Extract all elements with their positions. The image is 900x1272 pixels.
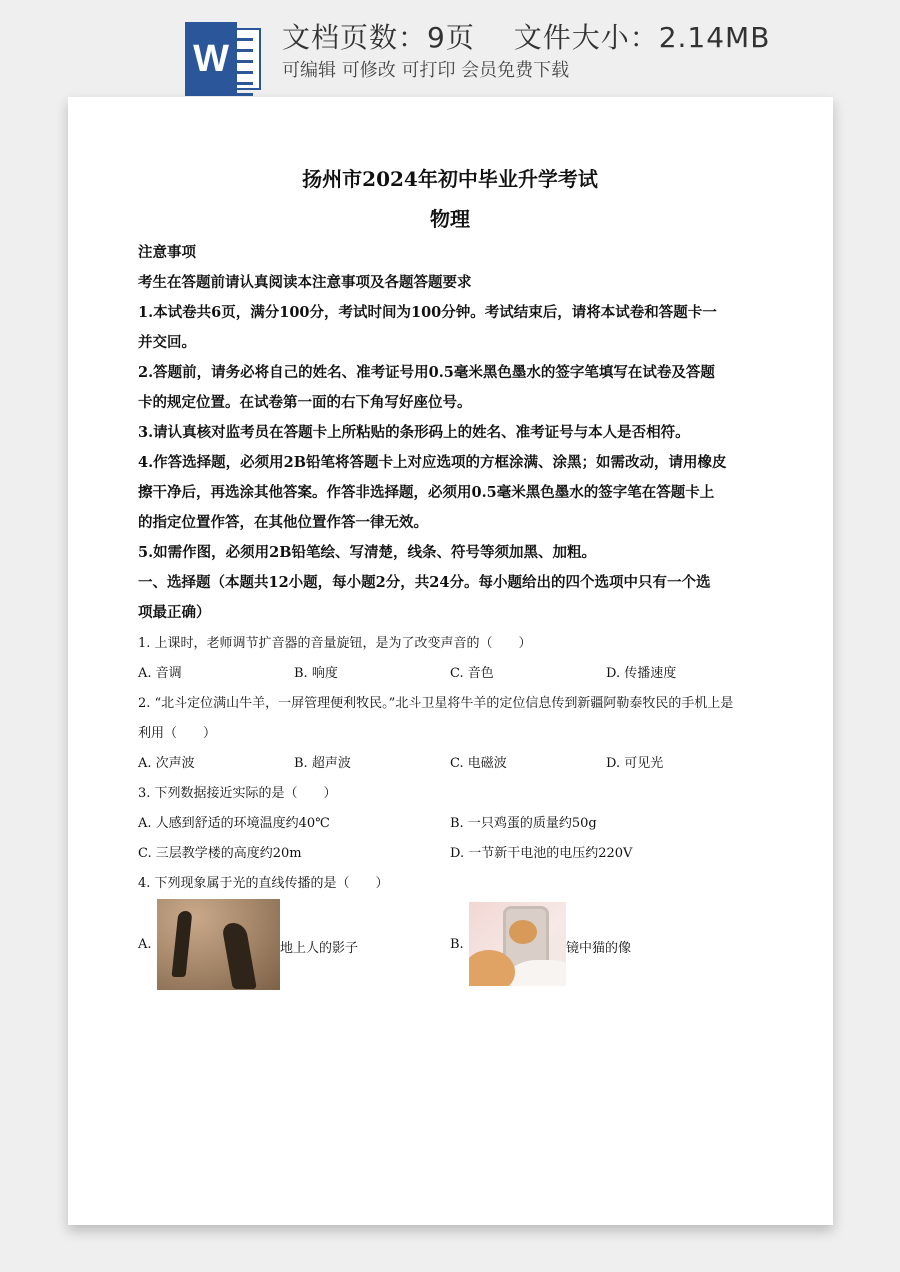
q3-option-c: C. 三层教学楼的高度约20m: [138, 846, 302, 861]
exam-title: 扬州市2024年初中毕业升学考试: [302, 167, 598, 191]
q1-option-b: B. 响度: [294, 666, 338, 681]
q2-option-a: A. 次声波: [138, 756, 195, 771]
notice-line: 的指定位置作答，在其他位置作答一律无效。: [138, 514, 428, 531]
word-document-icon: [185, 22, 265, 96]
q3-option-a: A. 人感到舒适的环境温度约40℃: [138, 816, 330, 831]
q2-option-b: B. 超声波: [294, 756, 351, 771]
section-heading: 项最正确）: [138, 604, 211, 621]
file-info-title: 文档页数：9页 文件大小：2.14MB: [282, 21, 771, 54]
document-page: [68, 97, 833, 1225]
notice-line: 4.作答选择题，必须用2B铅笔将答题卡上对应选项的方框涂满、涂黑；如需改动，请用橡皮: [138, 454, 727, 471]
q4-option-b-text: 镜中猫的像: [566, 941, 632, 956]
question-2-cont: 利用（ ）: [138, 726, 217, 741]
exam-subject: 物理: [430, 207, 470, 231]
file-info-subtitle: 可编辑 可修改 可打印 会员免费下载: [282, 60, 570, 81]
notice-line: 1.本试卷共6页，满分100分，考试时间为100分钟。考试结束后，请将本试卷和答题卡一: [138, 304, 717, 321]
notice-line: 3.请认真核对监考员在答题卡上所粘贴的条形码上的姓名、准考证号与本人是否相符。: [138, 424, 690, 441]
q1-option-d: D. 传播速度: [606, 666, 677, 681]
q4-option-b-label: B.: [450, 937, 464, 952]
q1-option-a: A. 音调: [138, 666, 182, 681]
notice-line: 并交回。: [138, 334, 196, 351]
q3-option-b: B. 一只鸡蛋的质量约50g: [450, 816, 597, 831]
question-1: 1. 上课时，老师调节扩音器的音量旋钮，是为了改变声音的（ ）: [138, 636, 532, 651]
question-4: 4. 下列现象属于光的直线传播的是（ ）: [138, 876, 389, 891]
shadow-photo: [157, 899, 280, 990]
question-2: 2. “北斗定位满山牛羊，一屏管理便利牧民。”北斗卫星将牛羊的定位信息传到新疆阿勒泰牧民的手机上是: [138, 696, 734, 711]
cat-mirror-photo: [469, 902, 566, 986]
q4-option-a-label: A.: [138, 937, 152, 952]
word-letter: W: [185, 22, 237, 96]
question-3: 3. 下列数据接近实际的是（ ）: [138, 786, 337, 801]
download-banner: [0, 0, 900, 100]
notice-intro: 考生在答题前请认真阅读本注意事项及各题答题要求: [138, 274, 472, 291]
notice-line: 卡的规定位置。在试卷第一面的右下角写好座位号。: [138, 394, 472, 411]
notice-line: 擦干净后，再选涂其他答案。作答非选择题，必须用0.5毫米黑色墨水的签字笔在答题卡上: [138, 484, 715, 501]
q4-option-a-text: 地上人的影子: [280, 941, 359, 956]
q3-option-d: D. 一节新干电池的电压约220V: [450, 846, 633, 861]
q1-option-c: C. 音色: [450, 666, 494, 681]
q2-option-d: D. 可见光: [606, 756, 664, 771]
notice-heading: 注意事项: [138, 244, 196, 261]
notice-line: 5.如需作图，必须用2B铅笔绘、写清楚，线条、符号等须加黑、加粗。: [138, 544, 596, 561]
section-heading: 一、选择题（本题共12小题，每小题2分，共24分。每小题给出的四个选项中只有一个选: [138, 574, 711, 591]
notice-line: 2.答题前，请务必将自己的姓名、准考证号用0.5毫米黑色墨水的签字笔填写在试卷及答题: [138, 364, 715, 381]
q2-option-c: C. 电磁波: [450, 756, 507, 771]
